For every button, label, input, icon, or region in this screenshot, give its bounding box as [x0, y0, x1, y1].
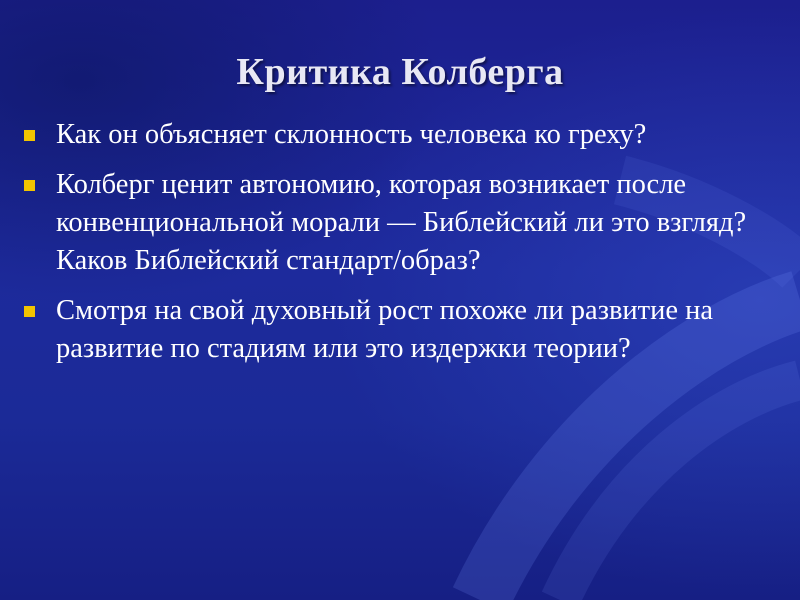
bullet-item — [22, 166, 762, 280]
square-bullet-icon — [24, 130, 35, 141]
bullet-text: Колберг ценит автономию, которая возникает после конвенциональной морали — Библейский ли это взгляд? Каков Библейский стандарт/образ? — [56, 169, 747, 276]
bullet-item — [22, 292, 762, 368]
slide-title: Критика Колберга — [236, 51, 564, 93]
bullet-text: Как он объясняет склонность человека ко греху? — [56, 119, 647, 150]
bullet-text: Смотря на свой духовный рост похоже ли развитие на развитие по стадиям или это издержки теории? — [56, 295, 714, 364]
square-bullet-icon — [24, 306, 35, 317]
square-bullet-icon — [24, 180, 35, 191]
bullet-list — [22, 116, 762, 380]
bullet-item — [22, 116, 762, 154]
